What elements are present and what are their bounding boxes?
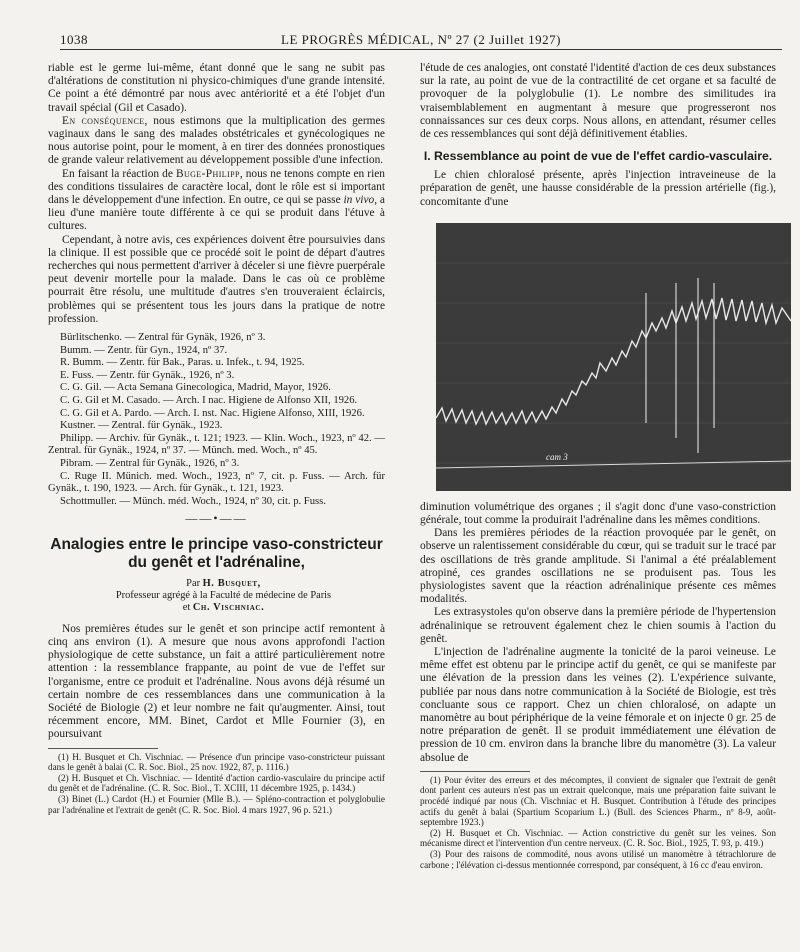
- author-name: H. Busquet,: [202, 577, 261, 589]
- page-number: 1038: [60, 32, 88, 47]
- section-heading: I. Ressemblance au point de vue de l'effet cardio-vasculaire.: [423, 149, 773, 164]
- ornament-separator: ——•——: [185, 511, 248, 526]
- paragraph: Les extrasystoles qu'on observe dans la première période de l'hypertension adrénalinique se retrouvent également chez le chien soumis à l'action du genêt.: [420, 606, 776, 645]
- reference-item: Pibram. — Zentral für Gynäk., 1926, nº 3.: [60, 458, 240, 469]
- paragraph-text: , nous ne tenons compte en rien des conditions tissulaires de caractère local, dont le rôle est si important dans le développement d'une infection. En outre, ce qui se passe: [48, 167, 385, 207]
- reference-item: E. Fuss. — Zentr. für Gynäk., 1926, nº 3.: [60, 369, 235, 381]
- italic-term: in vivo: [343, 194, 375, 207]
- footnote: (1) H. Busquet et Ch. Vischniac. — Présence d'un principe vaso-constricteur puissant dans le genêt à balai (C. R. Soc. Biol., 25 nov. 1922, 87, p. 1116.): [48, 751, 385, 773]
- paragraph: l'étude de ces analogies, ont constaté l'identité d'action de ces deux substances sur la rate, au point de vue de la contractilité de cet organe et sa faculté de provoquer de la polyglobulie (1). Le nombre des similitudes ira vraisemblablement en augmentant à mesure que progresseront nos connaissances sur ces deux corps. Nous allons, en attendant, résumer celles de ces ressemblances qui sont déjà définitivement établies.: [420, 62, 776, 141]
- reference-item: C. Ruge II. Münich. med. Woch., 1923, nº 7, cit. p. Fuss. — Arch. für Gynäk., t. 190, 1923. — Arch. für Gynäk., t. 121, 1923.: [48, 470, 385, 495]
- reference-item: C. G. Gil. — Acta Semana Ginecologica, Madrid, Mayor, 1926.: [60, 382, 331, 394]
- reference-item: R. Bumm. — Zentr. für Bak., Paras. u. Infek., t. 94, 1925.: [60, 357, 305, 369]
- footnote: (2) H. Busquet et Ch. Vischniac. — Identité d'action cardio-vasculaire du principe actif du genêt et de l'adrénaline. (C. R. Soc. Biol., T. XCIII, 11 décembre 1925, p. 1434.): [48, 772, 385, 794]
- paragraph: L'injection de l'adrénaline augmente la tonicité de la paroi veineuse. Le même effet est obtenu par le principe actif du genêt, ce qui se manifeste par une élévation de la pression dans les veines (2). L'expérience suivante, publiée par nous dans notre communication à la Société de Biologie, est très concluante sous ce rapport. Chez un chien chloralosé, on adapte un manomètre au bout périphérique de la veine fémorale et on injecte 0 gr. 25 de notre préparation de genêt. Il se produit immédiatement une élévation de pression de 10 cm. environ dans la branche libre du manomètre (3). La valeur absolue de: [420, 646, 776, 764]
- byline-coauthor: [48, 602, 385, 614]
- paragraph: Dans les premières périodes de la réaction provoquée par le genêt, on observe un ralentissement considérable du cœur, qui se traduit sur le tracé par des oscillations de très grande amplitude. Si l'animal a été préalablement atropiné, ces grandes oscillations ne se produisent pas. Tous les physiologistes savent que la réaction adrénalinique présente ces mêmes modalités.: [420, 527, 776, 606]
- paragraph: riable est le germe lui-même, étant donné que le sang ne subit pas d'altérations de constitution ni physico-chimiques d'une grande intensité. Ce point a été démontré par nous avec antériorité et a été l'objet d'un travail spécial (Gil et Casado).: [48, 62, 385, 114]
- running-header: [60, 32, 782, 48]
- paragraph: diminution volumétrique des organes ; il s'agit donc d'une vaso-constriction générale, tout comme la produirait l'adrénaline dans les mêmes conditions.: [420, 500, 776, 527]
- reference-item: C. G. Gil et A. Pardo. — Arch. I. nst. Nac. Higiene Alfonso, XIII, 1926.: [60, 407, 365, 419]
- reference-item: Schottmuller. — Münch. méd. Woch., 1924, nº 30, cit. p. Fuss.: [60, 495, 326, 507]
- byline-affiliation: Professeur agrégé à la Faculté de médecine de Paris: [115, 589, 332, 601]
- reference-list: [48, 332, 385, 508]
- lead-in: En conséquence,: [62, 114, 148, 127]
- reference-item: Philipp. — Archiv. für Gynäk., t. 121; 1923. — Klin. Woch., 1923, nº 42. — Zentral. für Gynäk., 1924, nº 37. — Münch. med. Woch., nº 45.: [48, 432, 385, 457]
- article-title: Analogies entre le principe vaso-constricteur du genêt et l'adrénaline,: [50, 535, 383, 571]
- byline-text: et: [182, 602, 193, 614]
- left-column: [48, 62, 385, 815]
- footnote-rule: [420, 771, 530, 772]
- author-name: Ch. Vischniac.: [192, 602, 265, 614]
- byline-authors: [48, 578, 385, 590]
- paragraph: Cependant, à notre avis, ces expériences doivent être poursuivies dans la clinique. Il est possible que ce procédé soit le point de départ d'autres recherches qui nous permettent d'arriver à déceler si une fièvre puerpérale peut devenir mortelle pour la malade. Dans le cas où ce problème pourrait être résolu, une multitude d'autres s'en trouveraient éclaircis, problèmes qui se présentent tous les jours dans la pratique de notre profession.: [48, 233, 385, 325]
- paragraph-text: nous estimons que la multiplication des germes vaginaux dans le sang des malades obstétricales et gynécologiques ne nous autorise point, pour le moment, à en tirer des données pronostiques de grande valeur relativement au développement possible d'une infection.: [48, 114, 385, 167]
- paragraph: [48, 115, 385, 168]
- paragraph: Nos premières études sur le genêt et son principe actif remontent à cinq ans environ (1). A mesure que nous avons approfondi l'action physiologique de cette substance, un fait a attiré particulièrement notre attention : la ressemblance frappante, au point de vue de l'effet sur l'organisme, entre ce produit et l'adrénaline. Nous avons déjà résumé un certain nombre de ces ressemblances dans une communication à la Société de Biologie (2) et leur nombre ne fait qu'augmenter. Ainsi, tout récemment encore, MM. Binet, Cardot et Mlle Fournier (3), en poursuivant: [48, 622, 385, 741]
- author-name: Buge-Philipp: [175, 167, 240, 180]
- right-column: [420, 62, 776, 870]
- footnote-rule: [48, 748, 158, 749]
- reference-item: Bumm. — Zentr. für Gyn., 1924, nº 37.: [60, 344, 228, 356]
- running-title: LE PROGRÈS MÉDICAL, Nº 27 (2 Juillet 1927): [281, 32, 561, 47]
- paragraph: Le chien chloralosé présente, après l'injection intraveineuse de la préparation de genêt, une hausse considérable de la pression artérielle (fig.), concomitante d'une: [420, 169, 776, 208]
- paragraph-text: , a lieu d'une manière toute différente à ce qui se produit dans l'étuve à cultures.: [48, 194, 385, 233]
- blood-pressure-tracing-figure: [436, 223, 791, 491]
- byline-text: Par: [186, 577, 203, 589]
- figure-label: cam 3: [546, 451, 568, 462]
- tracing-image: [436, 223, 791, 491]
- header-rule: [60, 49, 782, 50]
- paragraph-text: En faisant la réaction de: [62, 167, 176, 180]
- footnote: (3) Pour des raisons de commodité, nous avons utilisé un manomètre à tétrachlorure de carbone ; l'élévation ci-dessus mentionnée correspond, par conséquent, à 16 cc d'eau environ.: [420, 849, 776, 870]
- reference-item: Bürlitschenko. — Zentral für Gynäk, 1926, nº 3.: [60, 332, 266, 344]
- footnote: (2) H. Busquet et Ch. Vischniac. — Action constrictive du genêt sur les veines. Son mécanisme direct et l'intervention d'un centre nerveux. (C. R. Soc. Biol., 1925, T. 93, p. 419.): [420, 827, 776, 849]
- reference-item: Kustner. — Zentral. für Gynäk., 1923.: [60, 420, 223, 432]
- footnote: (3) Binet (L.) Cardot (H.) et Fournier (Mlle B.). — Spléno-contraction et polyglobulie par l'adrénaline et l'extrait de genêt (C. R. Soc. Biol. 4 mars 1927, 96 p. 521.): [48, 794, 385, 815]
- paragraph: [48, 168, 385, 234]
- reference-item: C. G. Gil et M. Casado. — Arch. I nac. Higiene de Alfonso XII, 1926.: [60, 395, 358, 407]
- footnote: (1) Pour éviter des erreurs et des mécomptes, il convient de signaler que l'extrait de genêt dont parlent ces auteurs n'est pas un extrait quelconque, mais une préparation faite suivant le procédé indiqué par nous (Ch. Vischniac et H. Busquet. Contribution à l'étude des principes actifs du genêt à balai (Spartium Scoparium L.) (Bull. des Sciences Pharm., nº 8-9, août-septembre 1923.): [420, 774, 776, 828]
